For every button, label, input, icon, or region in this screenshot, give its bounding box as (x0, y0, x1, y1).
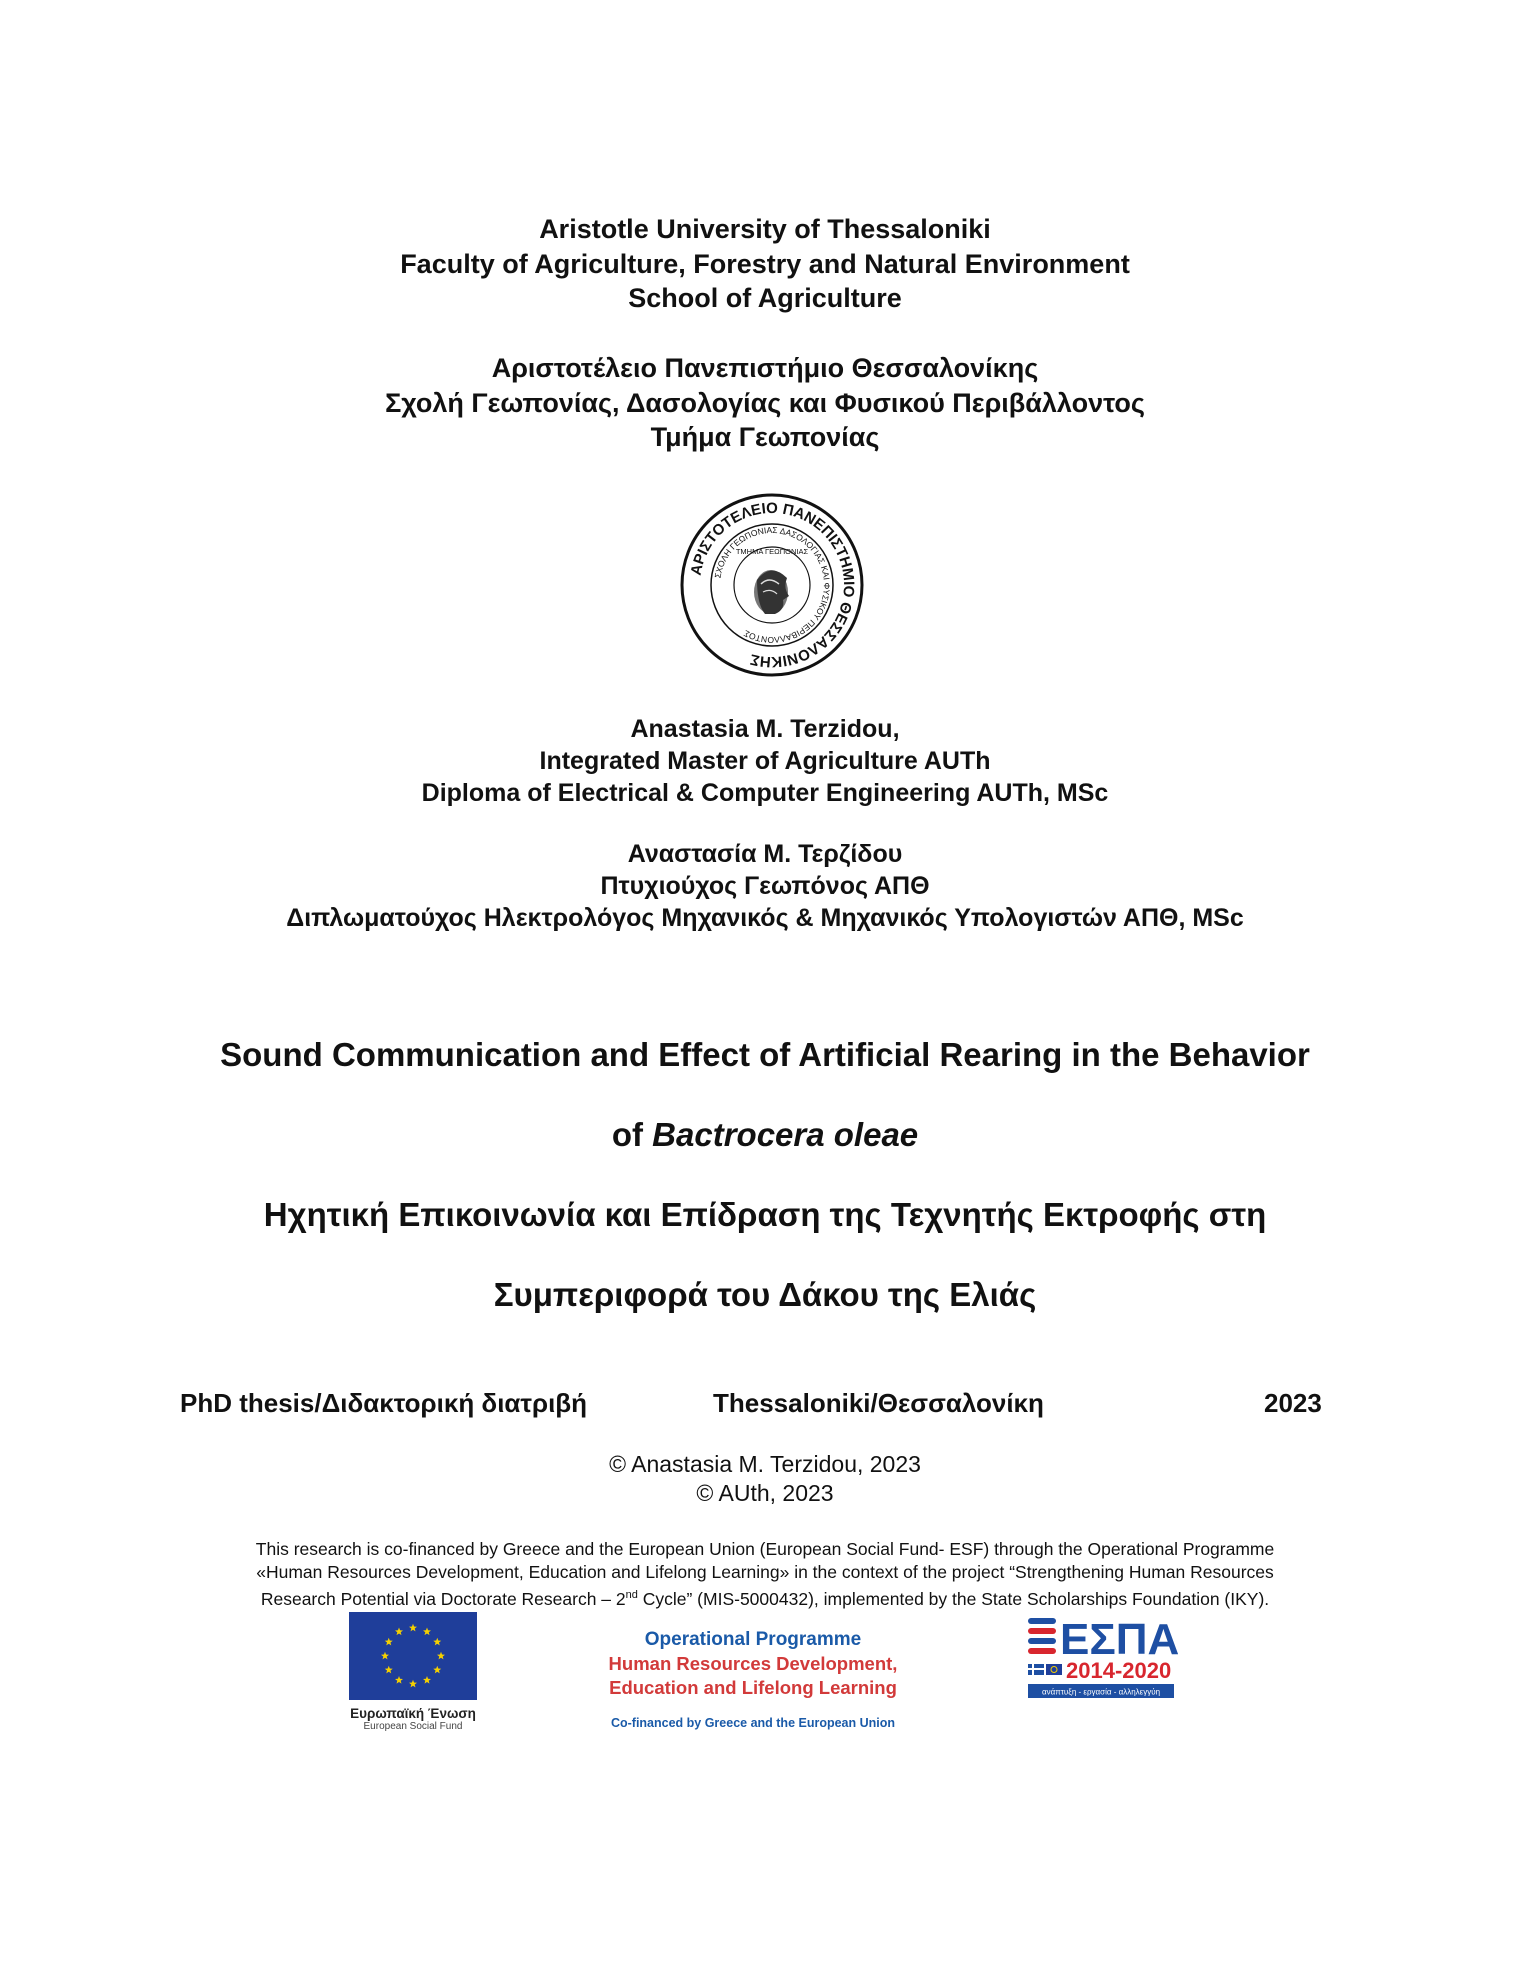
thesis-place: Thessaloniki/Θεσσαλονίκη (713, 1388, 1044, 1418)
copyright-institution: © AUth, 2023 (696, 1480, 834, 1506)
copyright-author: © Anastasia M. Terzidou, 2023 (609, 1451, 921, 1477)
espa-logo (1026, 1612, 1178, 1706)
thesis-title-gr-line1: Ηχητική Επικοινωνία και Επίδραση της Τεχνητής Εκτροφής στη (263, 1196, 1267, 1233)
author-degree1-en: Integrated Master of Agriculture AUTh (539, 747, 991, 775)
institution-gr (0, 351, 1530, 455)
university-name-gr: Αριστοτέλειο Πανεπιστήμιο Θεσσαλονίκης (491, 353, 1039, 383)
eu-logo (347, 1612, 479, 1738)
seal-center-text: ΤΜΗΜΑ ΓΕΩΠΟΝΙΑΣ (735, 547, 809, 556)
author-name-en: Anastasia M. Terzidou, (630, 715, 900, 743)
greek-flag-icon (1028, 1664, 1044, 1675)
thesis-title-en-prefix: of (611, 1116, 653, 1153)
eu-logo-title: Ευρωπαϊκή Ένωση (350, 1706, 476, 1721)
thesis-type: PhD thesis/Διδακτορική διατριβή (180, 1388, 588, 1418)
author-degree2-en: Diploma of Electrical & Computer Engineering AUTh, MSc (421, 779, 1109, 807)
espa-title: ΕΣΠΑ (1060, 1615, 1178, 1664)
thesis-title-gr-line2: Συμπεριφορά του Δάκου της Ελιάς (493, 1276, 1037, 1313)
op-logo-line1: Operational Programme (644, 1629, 862, 1650)
university-seal (679, 492, 865, 678)
espa-motto: ανάπτυξη - εργασία - αλληλεγγύη (1041, 1687, 1161, 1697)
funding-statement (0, 1538, 1530, 1611)
faculty-name-en: Faculty of Agriculture, Forestry and Natural Environment (400, 248, 1130, 279)
species-name: Bactrocera oleae (652, 1116, 919, 1153)
author-degree1-gr: Πτυχιούχος Γεωπόνος ΑΠΘ (600, 872, 930, 900)
copyright (0, 1450, 1530, 1508)
thesis-title-en-line1: Sound Communication and Effect of Artificial Rearing in the Behavior (220, 1036, 1310, 1073)
seal-inner-text: ΣΧΟΛΗ ΓΕΩΠΟΝΙΑΣ ΔΑΣΟΛΟΓΙΑΣ ΚΑΙ ΦΥΣΙΚΟΥ ΠΕΡΙΒΑΛΛΟΝΤΟΣ (712, 524, 833, 646)
author-name-gr: Αναστασία Μ. Τερζίδου (627, 840, 903, 868)
thesis-year: 2023 (1264, 1388, 1322, 1418)
university-name-en: Aristotle University of Thessaloniki (539, 214, 991, 244)
author-en (0, 713, 1530, 809)
school-name-gr: Τμήμα Γεωπονίας (650, 422, 880, 452)
funding-line3: Research Potential via Doctorate Research – 2nd Cycle” (MIS-5000432), implemented by the State Scholarships Foundation (IKY). (260, 1588, 1270, 1609)
op-logo-line4: Co-financed by Greece and the European Union (610, 1716, 896, 1730)
thesis-title-en-line2 (0, 1116, 1530, 1154)
school-name-en: School of Agriculture (628, 283, 902, 313)
op-logo (592, 1628, 914, 1730)
faculty-name-gr: Σχολή Γεωπονίας, Δασολογίας και Φυσικού Περιβάλλοντος (385, 387, 1145, 418)
op-logo-line3: Education and Lifelong Learning (609, 1677, 897, 1698)
funding-line1: This research is co-financed by Greece and the European Union (European Social Fund- ESF) through the Operational Programme (255, 1539, 1275, 1559)
espa-logo-graphic (1026, 1612, 1178, 1706)
author-degree2-gr: Διπλωματούχος Ηλεκτρολόγος Μηχανικός & Μηχανικός Υπολογιστών ΑΠΘ, MSc (286, 904, 1244, 932)
op-logo-line2: Human Resources Development, (608, 1653, 898, 1674)
funding-line2: «Human Resources Development, Education and Lifelong Learning» in the context of the project “Strengthening Human Resources (256, 1562, 1274, 1582)
eu-logo-subtitle: European Social Fund (363, 1721, 463, 1732)
seal-outer-text: ΑΡΙΣΤΟΤΕΛΕΙΟ ΠΑΝΕΠΙΣΤΗΜΙΟ ΘΕΣΣΑΛΟΝΙΚΗΣ (687, 499, 858, 671)
institution-en (0, 212, 1530, 316)
eu-flag-small-icon (1046, 1664, 1062, 1675)
eu-flag-icon (349, 1612, 477, 1700)
espa-period: 2014-2020 (1066, 1658, 1172, 1683)
author-gr (0, 838, 1530, 934)
